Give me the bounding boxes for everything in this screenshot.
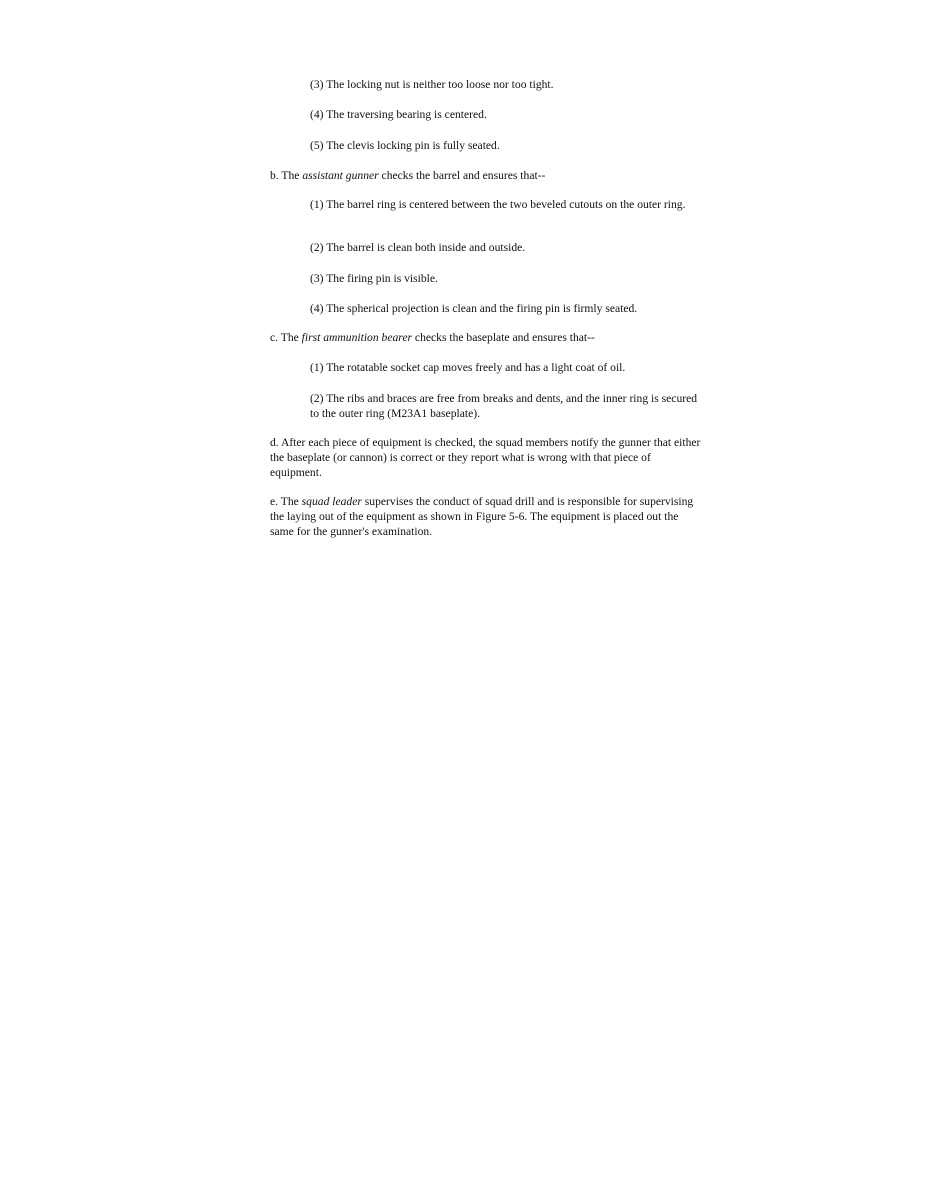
paragraph-b-role: assistant gunner <box>302 169 379 182</box>
paragraph-e-suffix: supervises the conduct of squad drill and is responsible for supervising the laying out of the equipment as shown in Figure 5-6. The equipment is placed out the same for the gunner's examination. <box>270 495 694 538</box>
item-c1-socket-cap: (1) The rotatable socket cap moves freely and has a light coat of oil. <box>310 361 626 374</box>
item-b3-firing-pin: (3) The firing pin is visible. <box>310 272 438 285</box>
paragraph-c-prefix: c. The <box>270 331 302 344</box>
paragraph-b-assistant-gunner <box>270 168 702 183</box>
paragraph-c-suffix: checks the baseplate and ensures that-- <box>412 331 595 344</box>
item-b4-spherical-projection: (4) The spherical projection is clean and the firing pin is firmly seated. <box>310 302 638 315</box>
paragraph-b-suffix: checks the barrel and ensures that-- <box>378 169 546 182</box>
item-a4-traversing-bearing: (4) The traversing bearing is centered. <box>310 108 487 121</box>
item-b1-barrel-ring: (1) The barrel ring is centered between the two beveled cutouts on the outer ring. <box>310 198 686 211</box>
item-b2-barrel-clean: (2) The barrel is clean both inside and outside. <box>310 241 526 254</box>
paragraph-e-squad-leader <box>270 494 702 539</box>
item-a5-clevis-pin: (5) The clevis locking pin is fully seated. <box>310 139 500 152</box>
paragraph-c-role: first ammunition bearer <box>301 331 413 344</box>
paragraph-e-prefix: e. The <box>270 495 302 508</box>
item-c2-ribs-braces: (2) The ribs and braces are free from breaks and dents, and the inner ring is secured to the outer ring (M23A1 baseplate). <box>310 392 698 420</box>
paragraph-b-prefix: b. The <box>270 169 303 182</box>
paragraph-d-notify-gunner: d. After each piece of equipment is checked, the squad members notify the gunner that either the baseplate (or cannon) is correct or they report what is wrong with that piece of equipment. <box>270 436 701 479</box>
item-a3-locking-nut: (3) The locking nut is neither too loose nor too tight. <box>310 78 554 91</box>
paragraph-e-role: squad leader <box>301 495 362 508</box>
paragraph-c-ammunition-bearer <box>270 330 702 345</box>
